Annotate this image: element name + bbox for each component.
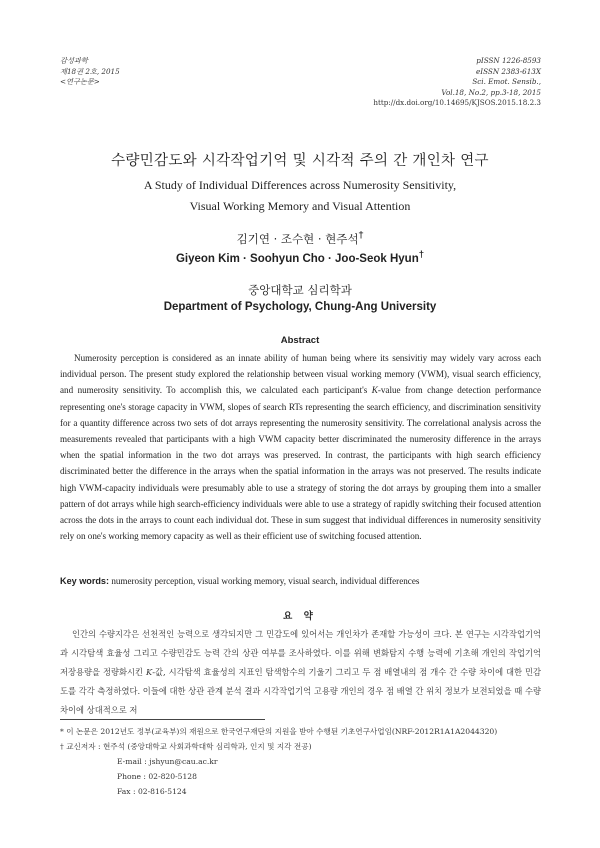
dagger-mark: †	[358, 230, 364, 241]
keywords-list: numerosity perception, visual working memory, visual search, individual differences	[111, 576, 420, 586]
summary-k: K	[146, 667, 153, 677]
article-type: <연구논문>	[60, 77, 100, 86]
journal-header-right	[373, 56, 541, 109]
title-english-line-1: A Study of Individual Differences across Numerosity Sensitivity,	[143, 178, 457, 192]
summary-text-1: 인간의 수량지각은 선천적인 능력으로 생각되지만 그 민감도에 있어서는 개인차가 존재할 가능성이 크다. 본 연구는 시각작업기억과 시각탐색 효율성 그리고 수량민감도 능력 간의 상관 여부를 조사하였다. 이를 위해 변화탐지 수행 능력에 기초해 개인의 작업기억 저장용량을 정량화시킨	[60, 629, 541, 677]
doi-link[interactable]: http://dx.doi.org/10.14695/KJSOS.2015.18.2.3	[373, 98, 541, 107]
abstract-text-1: Numerosity perception is considered as an innate ability of human being where its sensivitiy may widely vary across each individual person. The present study explored the relationship between visual working memory (VWM), visual search efficiency, and numerosity sensitivity. To accomplish this, we calculated each participant's	[60, 353, 541, 396]
abstract-k: K	[371, 385, 378, 396]
journal-name: 감성과학	[60, 56, 88, 65]
journal-header-left	[60, 56, 120, 88]
journal-volume: 제18권 2호, 2015	[60, 66, 120, 76]
abstract-heading: Abstract	[280, 335, 320, 346]
footnote-funding: * 이 논문은 2012년도 정부(교육부)의 재원으로 한국연구재단의 지원을 받아 수행된 기초연구사업임(NRF-2012R1A1A2044320)	[60, 727, 498, 736]
authors-english	[0, 249, 600, 265]
footnote-fax: Fax : 02-816-5124	[117, 787, 187, 796]
title-english	[0, 175, 600, 217]
affiliation-korean: 중앙대학교 심리학과	[248, 283, 352, 297]
abstract-text-2: -value from change detection performance representing one's storage capacity in VWM, slopes of search RTs representing the search efficiency, and discrimination sensitivity for a quantity difference across two sets of dot arrays representing the numerosity sensitivity. The correlational analysis across the measurements revealed that participants with a high VWM capacity better discriminated the numerosity difference in the arrays when the spatial information in the two dot arrays was preserved. In contrast, the participants with high search efficiency discriminated better the difference in the arrays when the spatial information in the arrays was not preserved. The results indicate high VWM-capacity individuals were presumably able to use a strategy of storing the dot arrays by grouping them into a smaller pattern of dot arrays while high search-efficiency individuals were able to use a strategy of rapidly switching their focused attention across the dots in the arrays to count each individual dot. These in sum suggest that individual differences in numerosity sensitivity rely on one's working memory capacity as well as their efficient use of switching focused attention.	[60, 385, 542, 542]
footnote-phone: Phone : 02-820-5128	[117, 772, 197, 781]
footnote-corresponding: † 교신저자 : 현주석 (중앙대학교 사회과학대학 심리학과, 인지 및 지각 전공)	[60, 742, 312, 751]
footnotes	[60, 724, 541, 799]
footnote-divider	[60, 719, 265, 720]
dagger-mark: †	[418, 249, 425, 260]
abstract-body	[60, 350, 541, 544]
pissn: pISSN 1226-8593	[476, 56, 541, 65]
summary-body	[60, 625, 541, 720]
title-korean: 수량민감도와 시각작업기억 및 시각적 주의 간 개인차 연구	[111, 153, 489, 169]
authors-korean-names: 김기연 · 조수현 · 현주석	[236, 231, 359, 246]
keywords-label: Key words:	[60, 576, 110, 586]
keywords	[60, 576, 541, 586]
authors-korean	[0, 230, 600, 247]
summary-text-2: -값, 시각탐색 효율성의 지표인 탐색함수의 기울기 그리고 두 점 배열내의 점 개수 간 수량 차이에 대한 민감도를 각각 측정하였다. 이들에 대한 상관 관계 분석 결과 시각작업기억 고용량 개인의 경우 점 배열 간 위치 정보가 보전되었을 때 수량 차이에 상대적으로 저	[60, 667, 541, 715]
title-english-line-2: Visual Working Memory and Visual Attention	[189, 199, 411, 213]
journal-abbrev: Sci. Emot. Sensib.,	[472, 77, 541, 86]
footnote-email[interactable]: E-mail : jshyun@cau.ac.kr	[117, 757, 218, 766]
affiliation-english: Department of Psychology, Chung-Ang University	[163, 301, 437, 313]
summary-heading: 요 약	[283, 611, 317, 622]
eissn: eISSN 2383-613X	[476, 66, 541, 76]
authors-english-names: Giyeon Kim · Soohyun Cho · Joo-Seok Hyun	[175, 252, 419, 265]
volume-pages: Vol.18, No.2, pp.3-18, 2015	[441, 87, 541, 97]
